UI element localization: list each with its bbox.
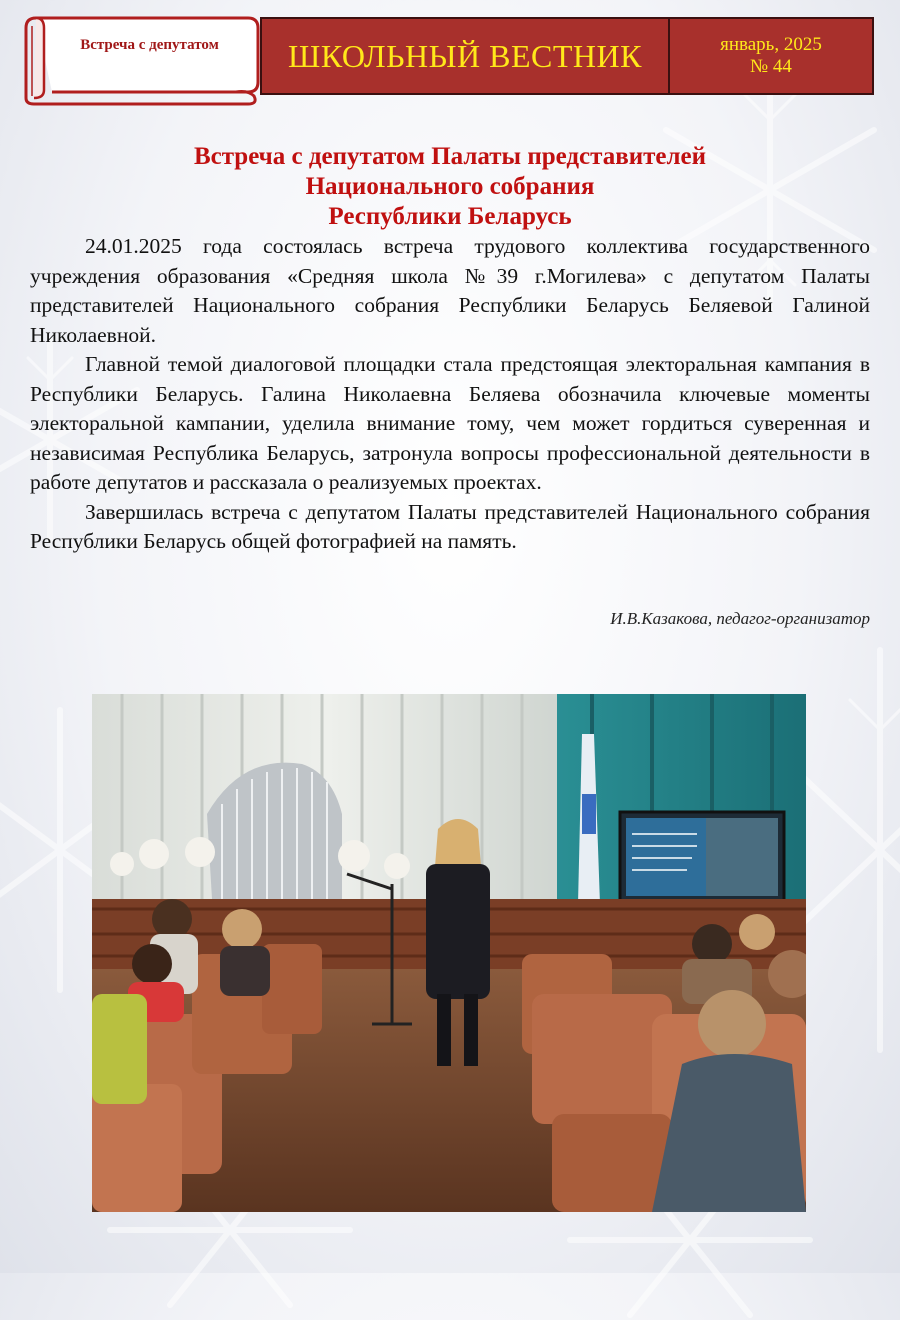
event-photo-illustration — [92, 694, 806, 1212]
headline-line: Национального собрания — [305, 173, 595, 200]
scroll-banner-icon — [22, 12, 262, 108]
issue-date: январь, 2025 — [720, 34, 822, 55]
article-author: И.В.Казакова, педагог-организатор — [610, 609, 870, 628]
issue-number: № 44 — [750, 56, 792, 77]
article-headline — [30, 142, 870, 232]
section-label: Встреча с депутатом — [80, 37, 219, 53]
event-photo — [92, 694, 806, 1212]
newspaper-title-box — [260, 17, 670, 95]
article-paragraph: 24.01.2025 года состоялась встреча трудового коллектива государственного учреждения образования «Средняя школа №39 г.Могилева» с депутатом Палаты представителей Национального собрания Республики Беларусь Беляевой Галиной Николаевной. — [30, 234, 870, 347]
headline-line: Встреча с депутатом Палаты представителей — [193, 143, 707, 170]
article-body — [30, 232, 870, 557]
headline-line: Республики Беларусь — [328, 203, 572, 230]
article-paragraph: Завершилась встреча с депутатом Палаты представителей Национального собрания Республики Беларусь общей фотографией на память. — [30, 499, 870, 553]
article-paragraph: Главной темой диалоговой площадки стала предстоящая электоральная кампания в Республики Беларусь. Галина Николаевна Беляева обозначила ключевые моменты электоральной кампании, уделила внимание тому, чем может гордиться суверенная и независимая Республика Беларусь, затронула вопросы профессиональной деятельности в работе депутатов и рассказала о реализуемых проектах. — [30, 352, 870, 494]
issue-info-box — [668, 17, 874, 95]
newspaper-title: ШКОЛЬНЫЙ ВЕСТНИК — [288, 37, 642, 74]
